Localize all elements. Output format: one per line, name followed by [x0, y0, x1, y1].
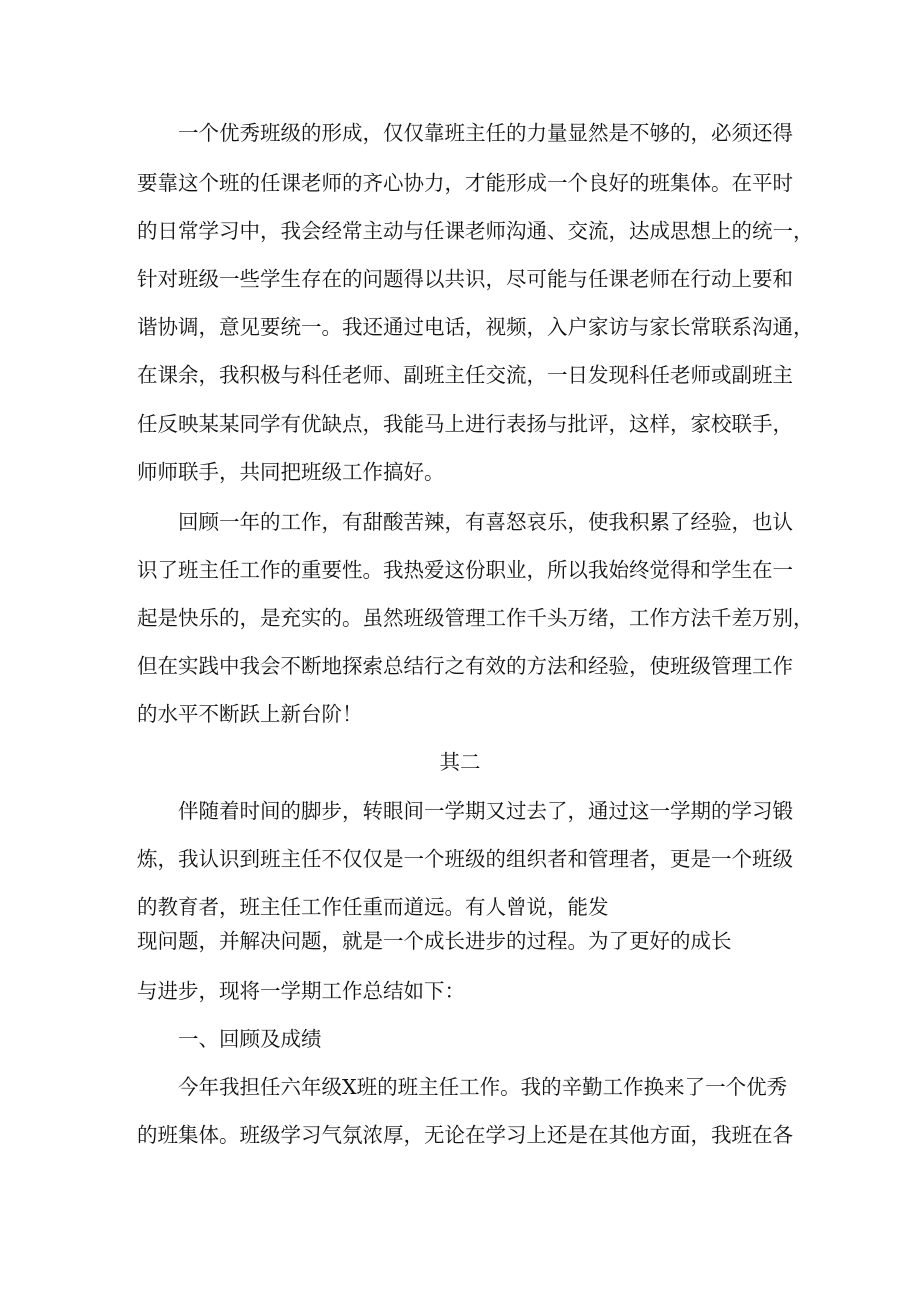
paragraph-line: 回顾一年的工作，有甜酸苦辣，有喜怒哀乐，使我积累了经验，也认: [178, 510, 793, 534]
paragraph-line: 的水平不断跃上新台阶！: [137, 702, 363, 726]
paragraph-line: 一个优秀班级的形成，仅仅靠班主任的力量显然是不够的，必须还得: [178, 121, 793, 145]
paragraph-line: 与进步，现将一学期工作总结如下：: [137, 979, 465, 1003]
paragraph-line: 的日常学习中，我会经常主动与任课老师沟通、交流，达成思想上的统一，: [137, 219, 814, 243]
paragraph-line: 今年我担任六年级X班的班主任工作。我的辛勤工作换来了一个优秀: [178, 1075, 788, 1099]
paragraph-line: 的教育者，班主任工作任重而道远。有人曾说，能发: [137, 895, 609, 919]
paragraph-line: 师师联手，共同把班级工作搞好。: [137, 460, 445, 484]
paragraph-line: 伴随着时间的脚步，转眼间一学期又过去了，通过这一学期的学习锻: [178, 799, 793, 823]
paragraph-line: 起是快乐的，是充实的。虽然班级管理工作千头万绪，工作方法千差万别，: [137, 606, 814, 630]
paragraph-line: 要靠这个班的任课老师的齐心协力，才能形成一个良好的班集体。在平时: [137, 171, 793, 195]
paragraph-line: 炼，我认识到班主任不仅仅是一个班级的组织者和管理者，更是一个班级: [137, 847, 793, 871]
paragraph-line: 谐协调，意见要统一。我还通过电话，视频，入户家访与家长常联系沟通，: [137, 315, 814, 339]
section-subheading: 一、回顾及成绩: [178, 1027, 322, 1051]
paragraph-line: 的班集体。班级学习气氛浓厚，无论在学习上还是在其他方面，我班在各: [137, 1123, 793, 1147]
paragraph-line: 任反映某某同学有优缺点，我能马上进行表扬与批评，这样，家校联手，: [137, 412, 793, 436]
section-heading: 其二: [439, 750, 481, 774]
paragraph-line: 但在实践中我会不断地探索总结行之有效的方法和经验，使班级管理工作: [137, 654, 793, 678]
paragraph-line: 现问题，并解决问题，就是一个成长进步的过程。为了更好的成长: [137, 929, 732, 953]
paragraph-line: 识了班主任工作的重要性。我热爱这份职业，所以我始终觉得和学生在一: [137, 558, 793, 582]
paragraph-line: 针对班级一些学生存在的问题得以共识，尽可能与任课老师在行动上要和: [137, 267, 793, 291]
paragraph-line: 在课余，我积极与科任老师、副班主任交流，一日发现科任老师或副班主: [137, 363, 793, 387]
